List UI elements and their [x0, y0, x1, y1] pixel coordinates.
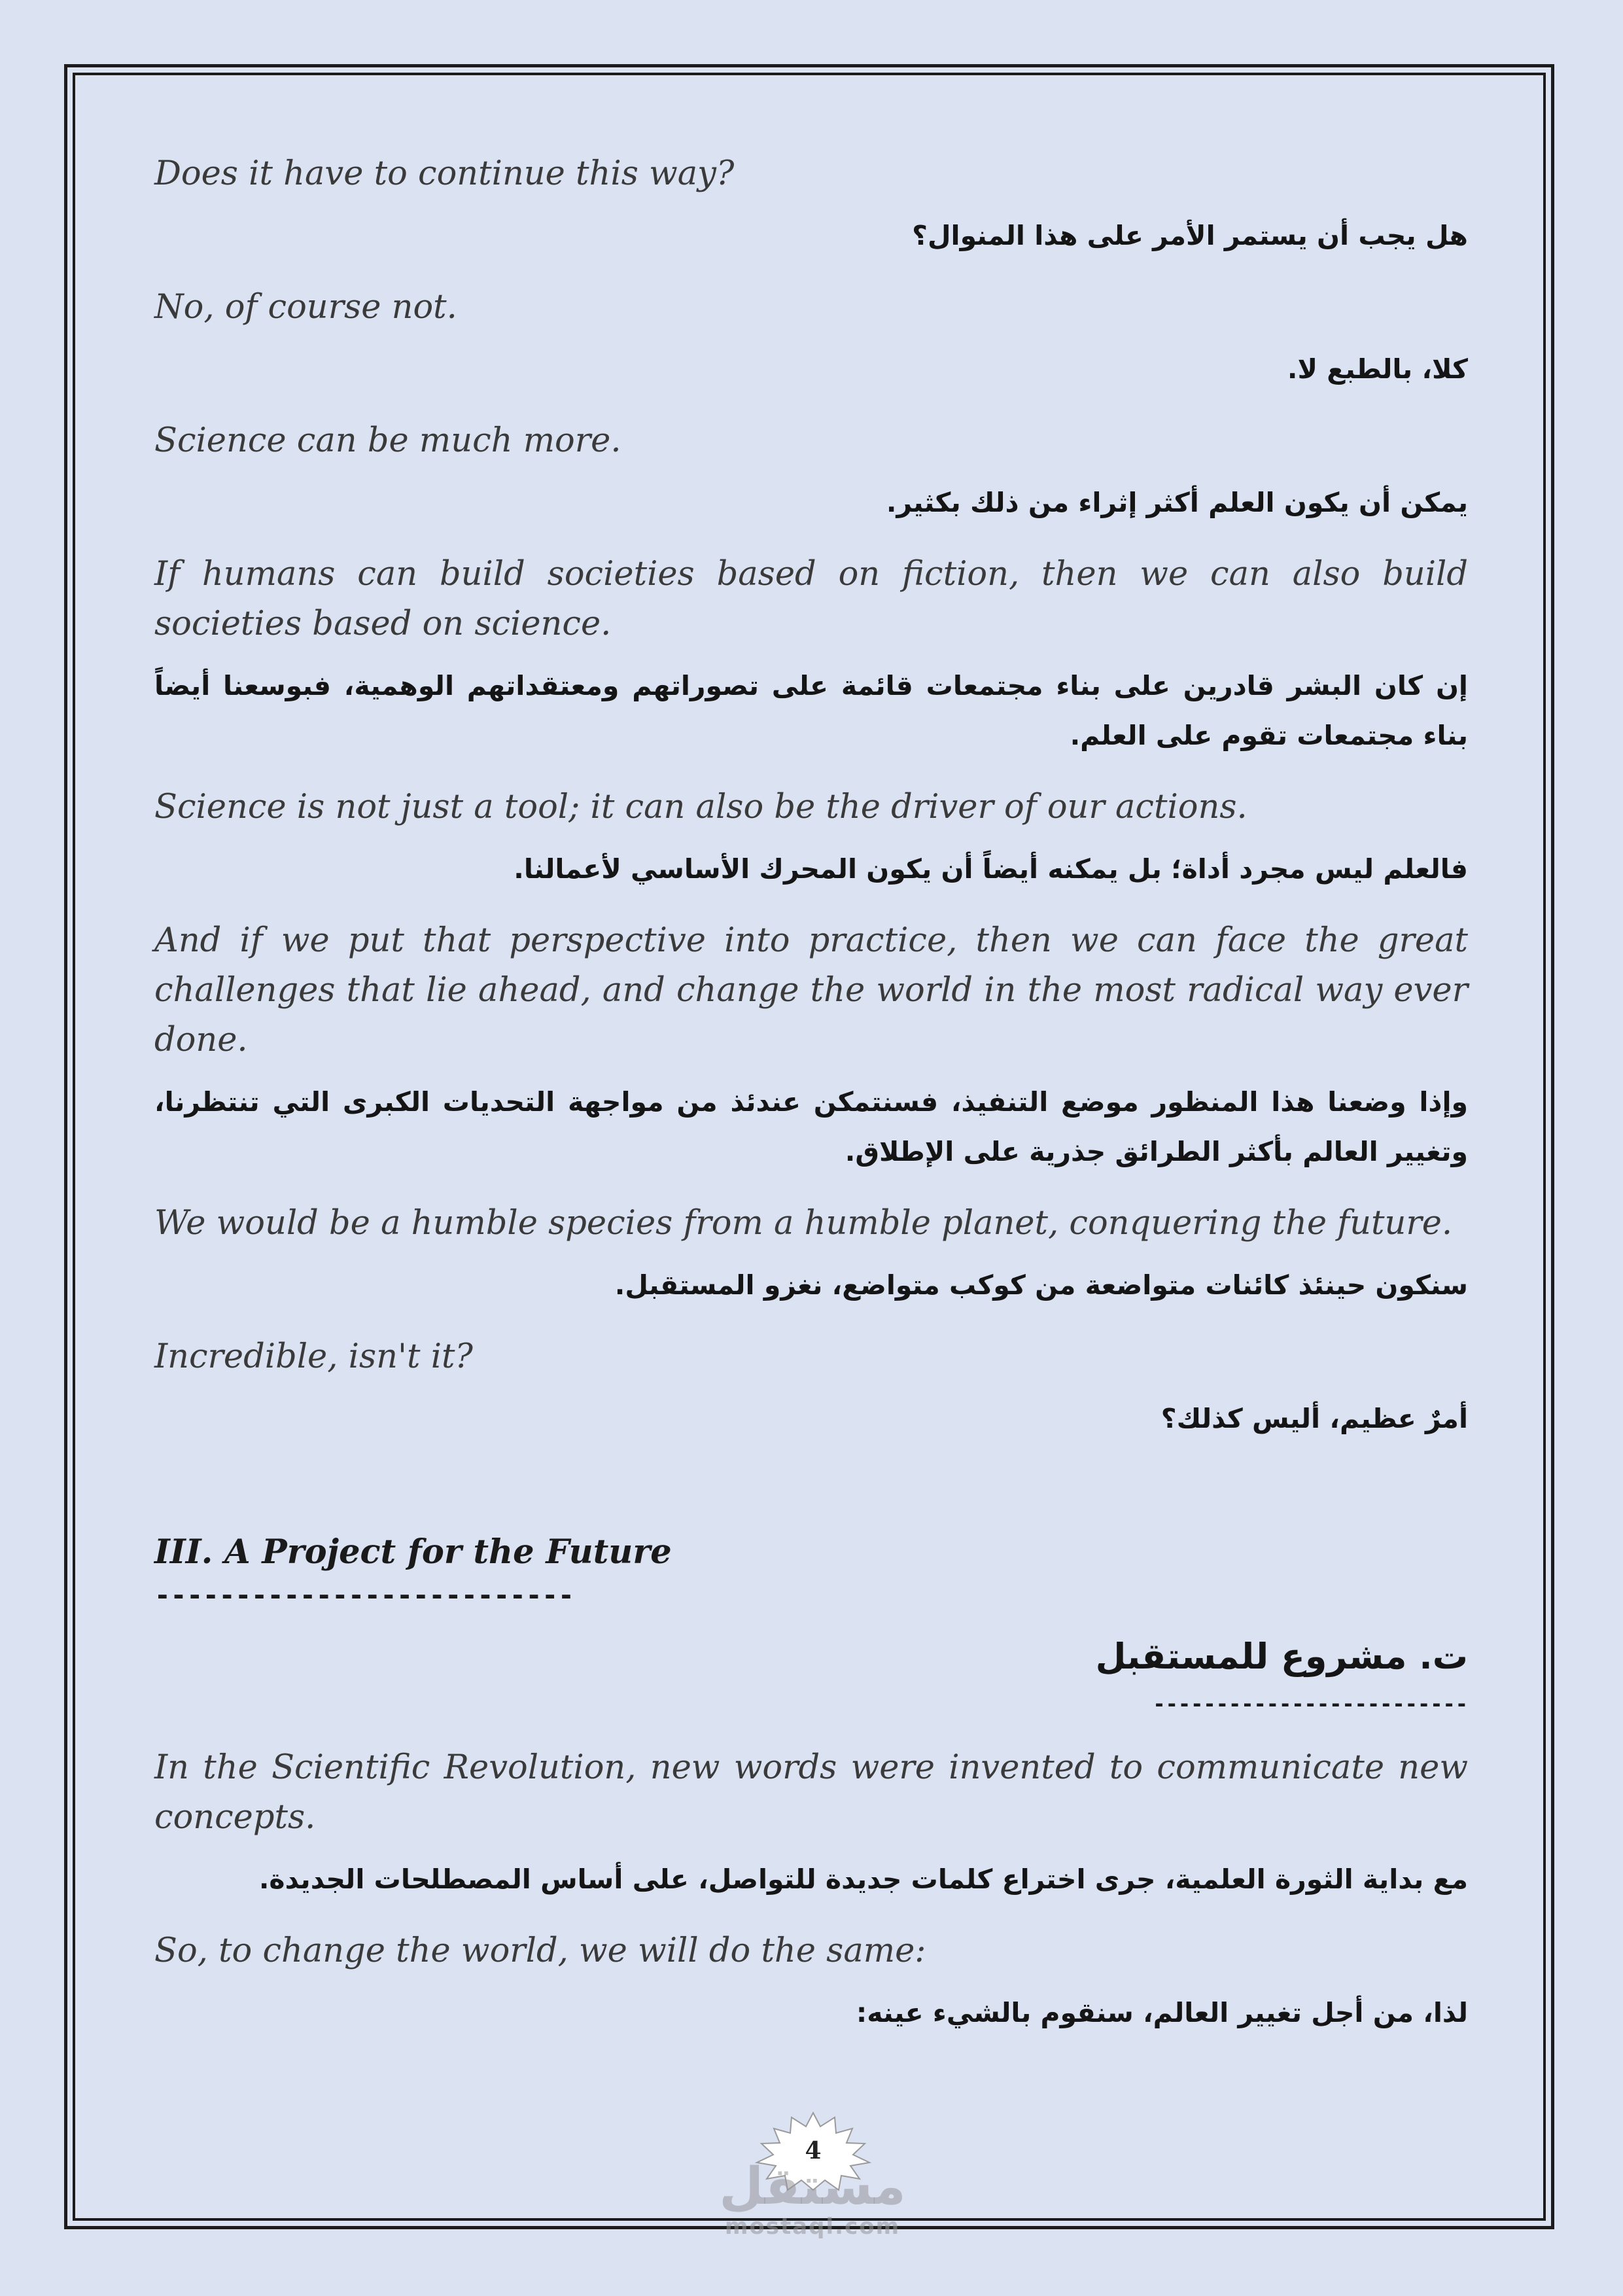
- paragraph-ar-7: سنكون حينئذ كائنات متواضعة من كوكب متواضع، نغزو المستقبل.: [614, 1269, 1468, 1301]
- paragraph-ar-5: فالعلم ليس مجرد أداة؛ بل يمكنه أيضاً أن يكون المحرك الأساسي لأعمالنا.: [514, 853, 1468, 885]
- paragraph-ar-8: أمرٌ عظيم، أليس كذلك؟: [1161, 1403, 1468, 1434]
- paragraph-en-10: So, to change the world, we will do the same:: [154, 1932, 926, 1970]
- paragraph-en-3: Science can be much more.: [154, 421, 621, 460]
- paragraph-en-8: Incredible, isn't it?: [154, 1337, 473, 1376]
- paragraph-en-2: No, of course not.: [154, 288, 457, 327]
- section-heading-en: III. A Project for the Future: [154, 1532, 672, 1572]
- paragraph-en-7: We would be a humble species from a humble planet, conquering the future.: [154, 1204, 1453, 1243]
- paragraph-en-1: Does it have to continue this way?: [154, 154, 735, 193]
- section-divider-ar: -------------------------: [1153, 1691, 1468, 1716]
- watermark-url: mostaql.com: [724, 2214, 901, 2240]
- document-body: [154, 145, 1468, 2038]
- paragraph-ar-4: إن كان البشر قادرين على بناء مجتمعات قائمة على تصوراتهم ومعتقداتهم الوهمية، فبوسعنا أيضاً بناء مجتمعات تقوم على العلم.: [154, 670, 1468, 751]
- paragraph-ar-1: هل يجب أن يستمر الأمر على هذا المنوال؟: [912, 220, 1468, 251]
- section-divider-en: --------------------------: [154, 1580, 574, 1611]
- page-number: 4: [805, 2137, 822, 2164]
- paragraph-ar-9: مع بداية الثورة العلمية، جرى اختراع كلمات جديدة للتواصل، على أساس المصطلحات الجديدة.: [258, 1863, 1468, 1895]
- paragraph-ar-10: لذا، من أجل تغيير العالم، سنقوم بالشيء عينه:: [856, 1997, 1468, 2028]
- paragraph-en-6: And if we put that perspective into practice, then we can face the great challenges that lie ahead, and change the world in the most radical way ever done.: [154, 921, 1468, 1059]
- paragraph-ar-6: وإذا وضعنا هذا المنظور موضع التنفيذ، فسنتمكن عندئذ من مواجهة التحديات الكبرى التي تنتظرنا، وتغيير العالم بأكثر الطرائق جذرية على الإطلاق.: [154, 1086, 1468, 1167]
- section-heading-ar: ت. مشروع للمستقبل: [1095, 1636, 1468, 1677]
- watermark: [708, 2159, 917, 2239]
- paragraph-en-5: Science is not just a tool; it can also be the driver of our actions.: [154, 788, 1248, 826]
- paragraph-ar-3: يمكن أن يكون العلم أكثر إثراء من ذلك بكثير.: [886, 487, 1468, 518]
- watermark-logo-text: مستقل: [719, 2157, 906, 2216]
- paragraph-en-9: In the Scientific Revolution, new words were invented to communicate new concepts.: [154, 1748, 1468, 1837]
- paragraph-en-4: If humans can build societies based on fiction, then we can also build societies based on science.: [154, 555, 1468, 643]
- paragraph-ar-2: كلا، بالطبع لا.: [1287, 353, 1468, 385]
